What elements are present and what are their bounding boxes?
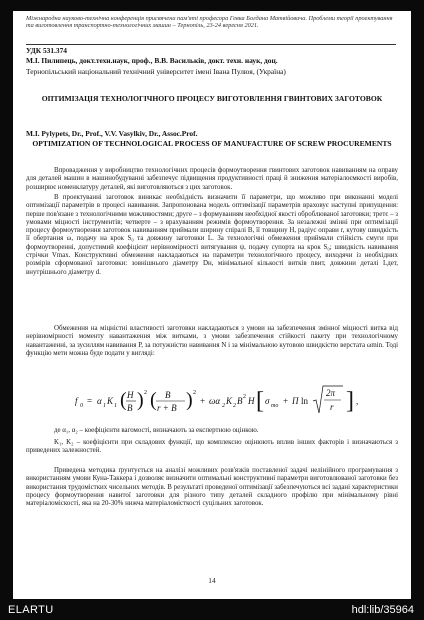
svg-text:B: B bbox=[127, 403, 133, 413]
svg-text:2: 2 bbox=[233, 403, 236, 409]
svg-text:,: , bbox=[356, 396, 359, 406]
page-number: 14 bbox=[208, 576, 216, 585]
svg-text:): ) bbox=[137, 389, 144, 411]
repository-name: ELARTU bbox=[8, 604, 54, 616]
svg-text:H: H bbox=[127, 390, 134, 400]
svg-text:(: ( bbox=[120, 389, 127, 411]
svg-text:r: r bbox=[330, 402, 334, 412]
svg-text:ωα: ωα bbox=[209, 396, 221, 406]
svg-text:+: + bbox=[200, 396, 206, 406]
svg-text:K: K bbox=[107, 396, 114, 406]
svg-text:mo: mo bbox=[271, 403, 279, 409]
objective-function-formula bbox=[73, 380, 393, 422]
svg-text:]: ] bbox=[346, 388, 354, 414]
svg-text:H: H bbox=[248, 396, 255, 406]
svg-text:2: 2 bbox=[144, 390, 147, 396]
authors-english: M.I. Pylypets, Dr., Prof., V.V. Vasylkiv, Dr., Assoc.Prof. bbox=[26, 129, 198, 138]
svg-text:+: + bbox=[283, 396, 289, 406]
svg-text:1: 1 bbox=[103, 403, 106, 409]
paragraph-constraints: Обмеження на міцністні властивості заготовки накладаються з умови на забезпечення змінної міцності витка від нерівномірності моменту навантаження між витками, з умови забезпечення стійкості пакету при технологічному навантаженні, за зусиллям навивання P, за потужністю навивання N і за мінімальною кутовою швидкістю верстата ωmin. Тоді функцію мети можна буде подати у вигляді: bbox=[26, 325, 398, 357]
paragraph-conclusion: Приведена методика ґрунтується на аналізі можливих розв'язків поставленої задачі нелінійного програмування з використанням умови Куна-Таккера і дозволяє визначити оптимальні конструктивні параметри виготовлюваної заготовки без використання трудомістких чисельних методів. В результаті проведеної оптимізації забезпечуються всі задані характеристики процесу формоутворення навитої заготовки для різного типу деталей складного профілю при мінімальному рівні матеріаломіскості, яка на 20-30% нижча матеріаломісткості суцільних заготовок. bbox=[26, 467, 398, 508]
note-weights: де α₁, α₂ – коефіцієнти вагомості, визначають за експертною оцінкою. bbox=[54, 427, 259, 434]
svg-text:B: B bbox=[165, 390, 171, 400]
note-coefficients: K₁, K₂ – коефіцієнти при складових функції, що комплексно оцінюють вплив інших факторів і визначаються з приведених залежностей. bbox=[26, 439, 398, 455]
svg-text:α: α bbox=[97, 396, 102, 406]
svg-text:2π: 2π bbox=[326, 388, 336, 398]
svg-text:0: 0 bbox=[80, 403, 83, 409]
svg-text:K: K bbox=[226, 396, 233, 406]
svg-text:2: 2 bbox=[243, 394, 246, 400]
paragraph-model: В проектуванні заготовок виникає необхідність визначити її параметри, що можливо при виконанні моделі оптимізації параметрів в процесі навивання. Запропонована модель оптимізації параметрів враховує наступні припущення: перше пов'язане з технологічними можливостями; друге – з формуванням необхідної якості оброблюваної заготовки; третє – з умовами міцності інструментів; четверте – з врахуванням режимів формоутворення. За незалежні змінні при оптимізації процесу формоутворення заготовок навиванням приймали ширину спіралі B, її товщину H, радіус оправи r, кутову швидкість її обертання ω, подачу на крок S₀ та довжину заготовки L. За технологічні обмеження приймали стійкість смуги при формоутворенні, допустимий коефіцієнт нерівномірності витягування ψ, подачу супорта на крок S₀; швидкість навивання стрічки Vmax. Конструктивні обмеження накладаються на параметри технологічного процесу, виходячи із необхідних розмірів сформованої заготовки: зовнішнього діаметру Dн, мінімальної кількості витків nвит, довжини деталі Lдет, внутрішнього діаметру d. bbox=[26, 194, 398, 276]
svg-text:2: 2 bbox=[222, 403, 225, 409]
formula-graphic bbox=[73, 380, 393, 422]
title-ukrainian: ОПТИМІЗАЦІЯ ТЕХНОЛОГІЧНОГО ПРОЦЕСУ ВИГОТОВЛЕННЯ ГВИНТОВИХ ЗАГОТОВОК bbox=[41, 94, 383, 103]
udk-code: УДК 531.374 bbox=[26, 46, 67, 55]
repository-handle: hdl:lib/35964 bbox=[351, 604, 414, 616]
title-english: OPTIMIZATION OF TECHNOLOGICAL PROCESS OF MANUFACTURE OF SCREW PROCUREMENTS bbox=[32, 139, 392, 148]
svg-text:B: B bbox=[237, 396, 243, 406]
svg-text:П: П bbox=[292, 396, 299, 406]
paragraph-intro: Впровадження у виробництво технологічних процесів формоутворення гвинтових заготовок навиванням на оправу для деталей машин в машинобудуванні забезпечує підвищення продуктивності праці й зниження матеріалоємкості виробів, розширює номенклатуру деталей, які виготовляються з цих заготовок. bbox=[26, 167, 398, 191]
svg-text:1: 1 bbox=[114, 403, 117, 409]
svg-text:=: = bbox=[87, 396, 93, 406]
svg-text:[: [ bbox=[256, 388, 264, 414]
conference-header: Міжнародна науково-технічна конференція присвячена пам'яті професора Гевка Богдана Матвійовича. Проблеми теорії проектування та виготовлення транспортно-технологічних машин – Тернопіль, 23-24 вересня 2021. bbox=[26, 15, 393, 30]
svg-text:f: f bbox=[75, 396, 78, 406]
svg-text:r + B: r + B bbox=[157, 403, 177, 413]
svg-text:σ: σ bbox=[265, 396, 270, 406]
svg-text:): ) bbox=[186, 389, 193, 411]
svg-text:2: 2 bbox=[193, 390, 196, 396]
header-rule bbox=[26, 44, 396, 45]
document-page bbox=[13, 11, 411, 599]
affiliation-ukrainian: Тернопільський національний технічний університет імені Івана Пулюя, (Україна) bbox=[26, 67, 286, 76]
svg-text:ln: ln bbox=[301, 396, 309, 406]
svg-text:(: ( bbox=[150, 389, 157, 411]
authors-ukrainian: М.І. Пилипець, докт.техн.наук, проф., В.В. Васильків, докт. техн. наук, доц. bbox=[26, 56, 278, 65]
